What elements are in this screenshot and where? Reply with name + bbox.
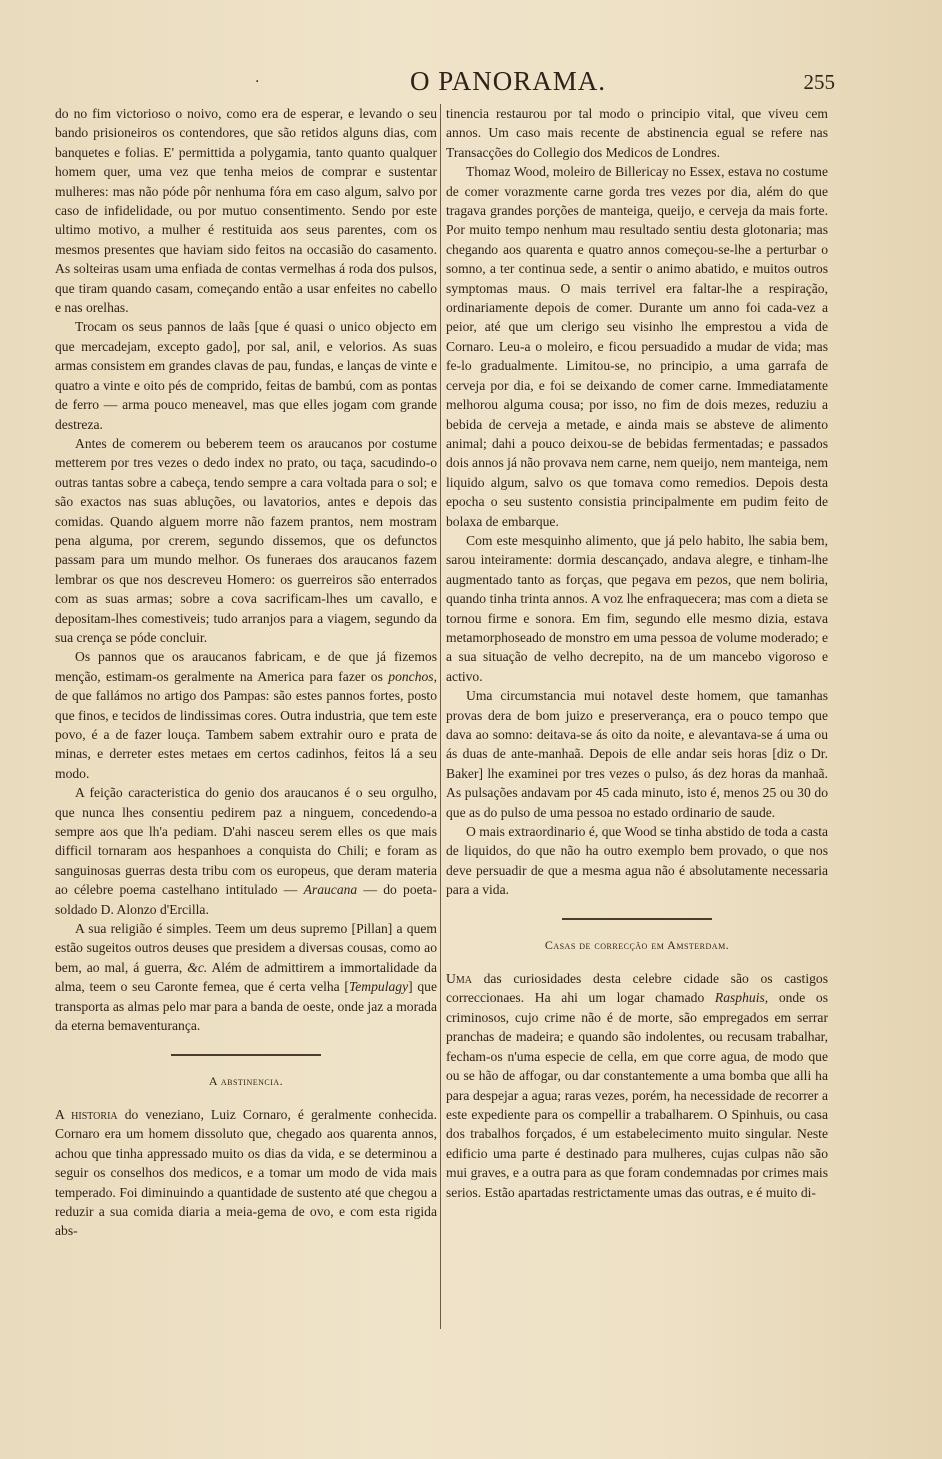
- paragraph: [55, 1105, 437, 1241]
- paragraph: Com este mesquinho alimento, que já pelo habito, lhe sabia bem, sarou inteiramente: dormia descançado, andava alegre, e tinham-lhe augmentado tanto as forças, que pegava em pezos, que nem boliria, quando tinha trinta annos. A voz lhe enfraquecera; mas com a dieta se tornou firme e sonora. Em fim, segundo elle mesmo dizia, estava metamorphoseado de monstro em uma pessoa de volume moderado; e a sua situação de velho decrepito, na de um mancebo vigoroso e activo.: [446, 532, 828, 684]
- text-run: ] que transporta as almas pelo mar para a banda de oeste, onde jaz a morada da eterna bemaventurança.: [55, 979, 437, 1034]
- text-run: A feição caracteristica do genio dos araucanos é o seu orgulho, que nunca lhes consentiu pedirem paz a ninguem, concedendo-a sempre aos que lh'a pediam. D'ahi nasceu serem elles os que mais difficil tornaram aos hespanhoes a conquista do Chili; e foram as sanguinosas guerras desta tribu com os europeus, que deram materia ao célebre poema castelhano intitulado —: [55, 785, 437, 898]
- paragraph: [446, 969, 828, 1202]
- section-title-casas: Casas de correcção em Amsterdam.: [544, 937, 730, 952]
- italic-term: Rasphuis: [714, 990, 765, 1006]
- paragraph: Antes de comerem ou beberem teem os araucanos por costume metterem por tres vezes o dedo index no prato, ou taça, sacudindo-o outras tantas sobre a cabeça, tendo sempre a cara voltada para o sol; e são exactos nas suas abluções, ou lavatorios, antes e depois das comidas. Quando alguem morre não fazem prantos, nem mostram pena alguma, por crerem, segundo dissemos, que os defunctos passam para um mundo melhor. Os funeraes dos araucanos fazem lembrar os que nos descreveu Homero: os guerreiros são enterrados com as suas armas; sobre a cova sacrificam-lhes um cavallo, e depositam-lhes comestiveis; tudo arranjos para a viagem, segundo da sua crença se póde concluir.: [55, 435, 437, 645]
- paragraph: Trocam os seus pannos de laãs [que é quasi o unico objecto em que mercadejam, excepto gado], por sal, anil, e velorios. As suas armas consistem em grandes clavas de pau, fundas, e lanças de vinte e quatro a vinte e oito pés de comprido, feitas de bambú, com as pontas de ferro — arma pouco meneavel, mas que elles jogam com grande destreza.: [55, 319, 437, 432]
- italic-term: ponchos: [388, 668, 434, 684]
- header-dot: ·: [255, 74, 260, 90]
- paragraph: tinencia restaurou por tal modo o principio vital, que viveu cem annos. Um caso mais recente de abstinencia egual se refere nas Transacções do Collegio dos Medicos de Londres.: [446, 106, 828, 160]
- text-run: A sua religião é simples. Teem um deus supremo [Pillan] a quem estão sugeitos outros deuses que presidem a diversas cousas, como ao bem, ao mal, á guerra,: [55, 921, 437, 975]
- section-title-abstinencia: A abstinencia.: [208, 1073, 284, 1088]
- page-header: [55, 60, 835, 100]
- italic-term: Tempulagy: [348, 979, 409, 995]
- text-run: do veneziano, Luiz Cornaro, é geralmente conhecida. Cornaro era um homem dissoluto que, chegado aos quarenta annos, achou que tinha appressado muito os dias da vida, e se determinou a seguir os conselhos dos medicos, e a tomar um modo de vida mais temperado. Foi diminuindo a quantidade de sustento até que chegou a reduzir a sua comida diaria a meia-gema de ovo, e com esta rigida abs-: [55, 1106, 437, 1239]
- right-column: [446, 104, 828, 1344]
- paragraph: [55, 783, 437, 919]
- paragraph: [55, 647, 437, 783]
- paragraph: do no fim victorioso o noivo, como era de esperar, e levando o seu bando prisioneiros os contendores, que são retidos alguns dias, com banquetes e folias. E' permittida a polygamia, tanto quanto qualquer homem quer, uma vez que tenha meios de comprar e sustentar mulheres: mas não póde pôr nenhuma fóra em caso algum, salvo por caso de infidelidade, ou por mutuo consentimento. Sendo por este ultimo motivo, a mulher é restituida aos seus parentes, com os mesmos presentes que haviam sido feitos na occasião do casamento. As solteiras usam uma enfiada de contas vermelhas á roda dos pulsos, que tiram quando casam, começando então a usar enfeites no cabello e nas orelhas.: [55, 106, 437, 316]
- lead-in: Uma: [446, 971, 472, 987]
- paragraph: O mais extraordinario é, que Wood se tinha abstido de toda a casta de liquidos, do que não ha outro exemplo bem provado, o que nos deve persuadir de que a mesma agua não é absolutamente necessaria para a vida.: [446, 824, 828, 898]
- column-divider: [440, 104, 441, 1329]
- section-rule: [171, 1054, 321, 1056]
- paragraph: [55, 919, 437, 1035]
- text-run: Além de admittirem a immortalidade da alma, teem o seu Caronte femea, que é certa velha [: [55, 959, 437, 995]
- paragraph: Uma circumstancia mui notavel deste homem, que tamanhas provas dera de bom juizo e preserverança, era o pouco tempo que dava ao somno: deitava-se ás oito da noite, e alevantava-se á uma ou ás duas de ante-manhaã. Depois de elle andar seis horas [diz o Dr. Baker] lhe examinei por tres vezes o pulso, ás dez horas da manhaã. As pulsações andavam por 45 cada minuto, isto é, menos 25 ou 30 do que as do pulso de uma pessoa no estado ordinario de saude.: [446, 688, 828, 820]
- page-number: 255: [803, 70, 835, 94]
- italic-term: Araucana: [303, 882, 358, 898]
- lead-in: A historia: [55, 1106, 118, 1122]
- paragraph: Thomaz Wood, moleiro de Billericay no Essex, estava no costume de comer vorazmente carne gorda tres vezes por dia, além do que tragava grandes porções de manteiga, queijo, e cerveja da mais forte. Por muito tempo nenhum mau resultado sentiu desta glotonaria; mas chegando aos quarenta e quatro annos começou-se-lhe a perturbar o somno, a ter continua sede, a sentir o animo abatido, e muitos outros symptomas maus. O mais terrivel era faltar-lhe a respiração, ordinariamente depois de comer. Durante um anno foi cada-vez a peior, até que um clerigo seu visinho lhe emprestou a vida de Cornaro. Leu-a o moleiro, e ficou persuadido a mudar de vida; mas fe-lo gradualmente. Limitou-se, no principio, a uma garrafa de cerveja por dia, e foi se deixando de comer carne. Immediatamente melhorou alguma cousa; por isso, no fim de dois mezes, reduziu a bebida de cerveja a metade, e ainda mais se absteve de alimento animal; dahi a pouco deixou-se de bebidas fermentadas; e passados dois annos já não provava nem carne, nem queijo, nem manteiga, nem liquido algum, salvo os que tomava como remedios. Depois desta epocha o seu sustento consistia principalmente em pudim feito de bolaxa de embarque.: [446, 164, 829, 529]
- section-rule: [562, 918, 712, 920]
- left-column: [55, 104, 437, 1344]
- text-run: , onde os criminosos, cujo crime não é de morte, são empregados em serrar pranchas de madeira; e quando são indolentes, ou recusam trabalhar, fecham-os n'uma especie de cella, em que corre agua, de modo que ou se hão de affogar, ou dar constantemente a uma bomba que alli ha para despejar a agua; raras vezes, porém, ha necessidade de recorrer a este expediente para os compellir a trabalharem. O Spinhuis, ou casa dos trabalhos forçados, é um estabelecimento muito singular. Neste edificio uma parte é destinado para mulheres, cujas culpas não são mui graves, e a outra para as que foram condemnadas por crimes mais serios. Estão apartadas restrictamente umas das outras, e é muito di-: [446, 990, 828, 1200]
- italic-term: &c.: [187, 959, 208, 975]
- text-run: , de que fallámos no artigo dos Pampas: são estes pannos fortes, posto que finos, e tecidos de lindissimas cores. Outra industria, que tem este povo, é a de fazer louça. Tambem sabem extrahir ouro e prata de minas, e derreter estes metaes em certos cadinhos, feitos lá a seu modo.: [55, 668, 437, 781]
- text-run: das curiosidades desta celebre cidade são os castigos correccionaes. Ha ahi um logar chamado: [446, 971, 828, 1006]
- text-run: Os pannos que os araucanos fabricam, e de que já fizemos menção, estimam-os geralmente na America para fazer os: [55, 649, 437, 684]
- text-run: — do poeta-soldado D. Alonzo d'Ercilla.: [55, 882, 437, 917]
- masthead-title: O PANORAMA.: [410, 66, 607, 96]
